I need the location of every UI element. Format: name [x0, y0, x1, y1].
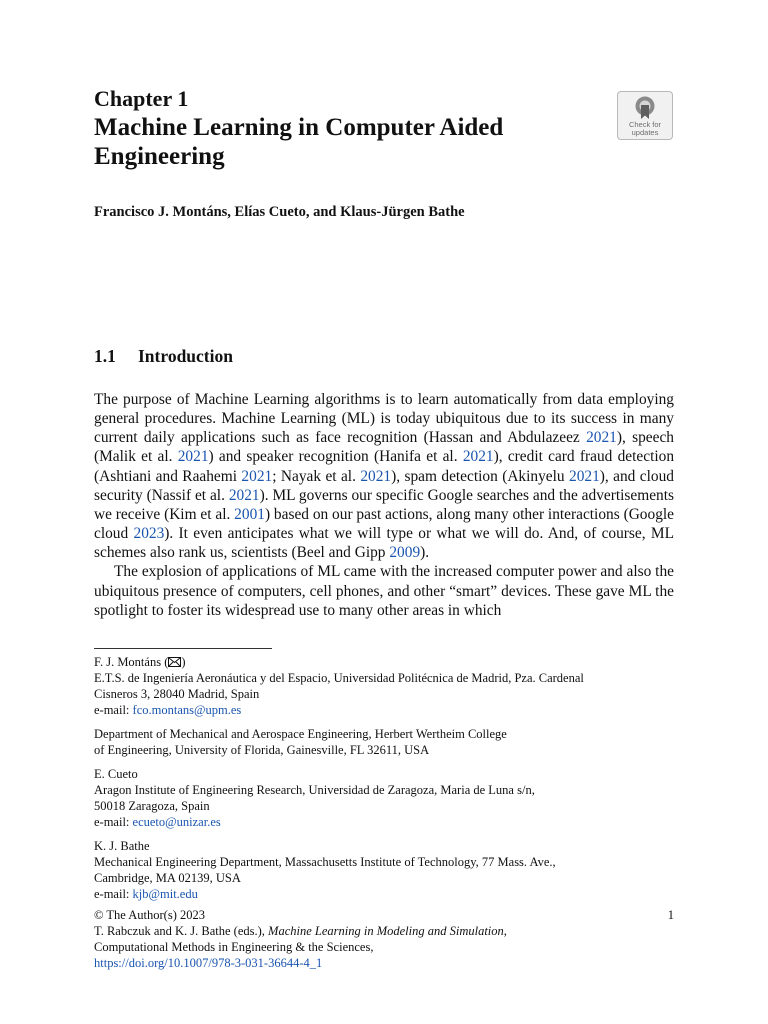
citation-link[interactable]: 2001	[234, 505, 265, 523]
citation-link[interactable]: 2021	[360, 467, 392, 485]
affiliation-name-line: E. Cueto	[94, 767, 138, 781]
affiliation-line: Cambridge, MA 02139, USA	[94, 871, 241, 885]
affiliation-name-line: K. J. Bathe	[94, 839, 150, 853]
envelope-icon	[168, 657, 181, 667]
citation-link[interactable]: 2021	[586, 429, 617, 447]
book-series: Computational Methods in Engineering & the Sciences,	[94, 940, 374, 954]
body-paragraph: The purpose of Machine Learning algorithms is to learn automatically from data employing general procedures. Machine Learning (ML) is today ubiquitous due to its success in many current daily applications such as face recognition (Hassan and Abdulazeez 2021), speech (Malik et al. 2021) and speaker recognition (Hanifa et al. 2021), credit card fraud detection (Ashtiani and Raahemi 2021; Nayak et al. 2021), spam detection (Akinyelu 2021), and cloud security (Nassif et al. 2021). ML governs our specific Google searches and the advertisements we receive (Kim et al. 2001) based on our past actions, along many other interactions (Google cloud 2023). It even anticipates what we will type or what we will do. And, of course, ML schemes also rank us, scientists (Beel and Gipp 2009).	[94, 391, 675, 562]
affiliation-name-line: F. J. Montáns ( )	[94, 655, 186, 669]
citation-link[interactable]: 2021	[228, 486, 260, 504]
section-number: 1.1	[94, 346, 116, 366]
chapter-title: Machine Learning in Computer Aided Engineering	[94, 114, 504, 170]
body-paragraph: The explosion of applications of ML came with the increased computer power and also the ubiquitous presence of computers, cell phones, and other “smart” devices. These gave ML the spotlight to foster its widespread use to many other areas in which	[94, 563, 674, 619]
check-for-updates-badge[interactable]	[617, 91, 673, 140]
citation-link[interactable]: 2021	[569, 467, 600, 485]
body-text	[94, 390, 674, 620]
check-for-updates-label: Check for updates	[628, 120, 662, 137]
copyright-notice: © The Author(s) 2023	[94, 908, 205, 922]
section-heading	[94, 345, 233, 367]
email-line: e-mail: ecueto@unizar.es	[94, 815, 221, 829]
author-affiliations	[94, 654, 674, 910]
footnote-divider	[94, 648, 272, 649]
citation-link[interactable]: 2009	[389, 544, 421, 562]
affiliation-line: 50018 Zaragoza, Spain	[94, 799, 210, 813]
copyright-block	[94, 907, 674, 971]
affiliation-line: Cisneros 3, 28040 Madrid, Spain	[94, 687, 260, 701]
citation-link[interactable]: 2021	[462, 448, 494, 466]
email-link-montans[interactable]: fco.montans@upm.es	[132, 703, 242, 717]
affiliation-line: Department of Mechanical and Aerospace Engineering, Herbert Wertheim College	[94, 727, 507, 741]
book-citation: T. Rabczuk and K. J. Bathe (eds.), Machine Learning in Modeling and Simulation,	[94, 924, 507, 938]
chapter-number: Chapter 1	[94, 86, 189, 111]
affiliation-bathe	[94, 838, 674, 902]
email-line: e-mail: kjb@mit.edu	[94, 887, 198, 901]
email-link-bathe[interactable]: kjb@mit.edu	[132, 887, 198, 901]
crossmark-bookmark-icon	[634, 96, 656, 120]
author-list: Francisco J. Montáns, Elías Cueto, and Klaus-Jürgen Bathe	[94, 204, 465, 220]
affiliation-montans	[94, 654, 674, 718]
doi-link[interactable]: https://doi.org/10.1007/978-3-031-36644-4_1	[94, 956, 323, 970]
citation-link[interactable]: 2021	[177, 448, 209, 466]
book-title: Machine Learning in Modeling and Simulation	[268, 924, 504, 938]
doi-line	[94, 955, 674, 971]
email-line: e-mail: fco.montans@upm.es	[94, 703, 242, 717]
affiliation-line: of Engineering, University of Florida, Gainesville, FL 32611, USA	[94, 743, 430, 757]
affiliation-cueto	[94, 766, 674, 830]
affiliation-florida	[94, 726, 674, 758]
email-link-cueto[interactable]: ecueto@unizar.es	[132, 815, 221, 829]
affiliation-line: E.T.S. de Ingeniería Aeronáutica y del Espacio, Universidad Politécnica de Madrid, Pza. Cardenal	[94, 671, 584, 685]
affiliation-line: Aragon Institute of Engineering Research, Universidad de Zaragoza, Maria de Luna s/n,	[94, 783, 535, 797]
affiliation-line: Mechanical Engineering Department, Massachusetts Institute of Technology, 77 Mass. Ave.,	[94, 855, 556, 869]
section-title: Introduction	[138, 346, 233, 366]
page-number: 1	[667, 908, 674, 922]
citation-link[interactable]: 2023	[133, 525, 165, 543]
citation-link[interactable]: 2021	[241, 467, 273, 485]
